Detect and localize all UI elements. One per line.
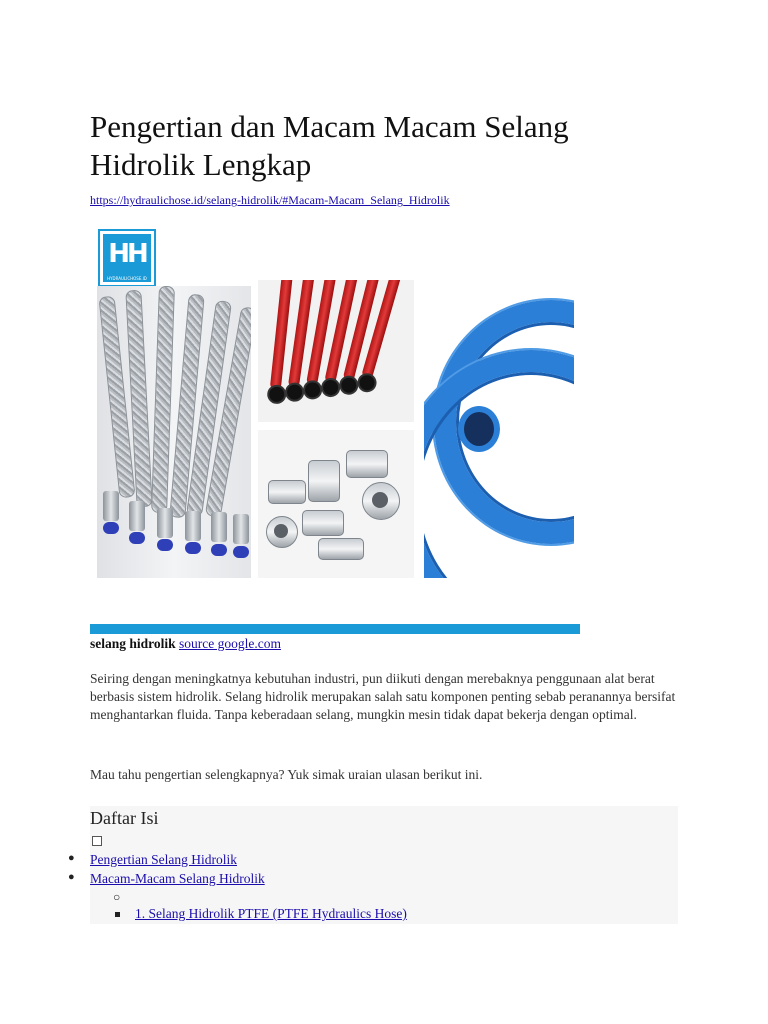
caption-source-link[interactable]: source google.com	[179, 636, 281, 651]
caption-bar	[90, 624, 580, 634]
toc-item-macam[interactable]	[68, 871, 265, 887]
hose-fittings-photo	[258, 430, 414, 578]
toc-link[interactable]: Macam-Macam Selang Hidrolik	[90, 871, 265, 886]
toc-link[interactable]: Pengertian Selang Hidrolik	[90, 852, 237, 867]
circle-bullet-icon: ○	[113, 890, 121, 904]
hero-image	[97, 224, 577, 580]
square-bullet-icon	[115, 912, 120, 917]
braided-hose-photo	[97, 286, 251, 578]
logo-caption: HYDRAULICHOSE.ID	[107, 276, 147, 281]
red-hose-photo	[258, 280, 414, 422]
toc-toggle-checkbox[interactable]	[92, 836, 102, 846]
prompt-paragraph: Mau tahu pengertian selengkapnya? Yuk simak uraian ulasan berikut ini.	[90, 767, 483, 782]
toc-link[interactable]: 1. Selang Hidrolik PTFE (PTFE Hydraulics Hose)	[135, 906, 407, 921]
brand-logo	[98, 229, 156, 287]
bullet-icon: ●	[68, 852, 75, 864]
caption-text: selang hidrolik	[90, 636, 176, 651]
toc-subitem-ptfe[interactable]	[135, 906, 407, 922]
toc-item-pengertian[interactable]	[68, 852, 237, 868]
logo-mark: HH	[103, 234, 151, 282]
intro-paragraph: Seiring dengan meningkatnya kebutuhan industri, pun diikuti dengan merebaknya penggunaan alat berat berbasis sistem hidrolik. Selang hidrolik merupakan salah satu komponen penting sebab peranannya bersifat menghantarkan fluida. Tanpa keberadaan selang, mungkin mesin tidak dapat bekerja dengan optimal.	[90, 671, 676, 722]
image-caption	[90, 636, 281, 652]
toc-title: Daftar Isi	[90, 808, 159, 828]
table-of-contents	[68, 806, 678, 924]
source-url-link[interactable]: https://hydraulichose.id/selang-hidrolik/#Macam-Macam_Selang_Hidrolik	[90, 193, 450, 207]
bullet-icon: ●	[68, 871, 75, 883]
page-title: Pengertian dan Macam Macam Selang Hidrolik Lengkap	[90, 109, 569, 182]
blue-hose-photo	[424, 280, 574, 578]
